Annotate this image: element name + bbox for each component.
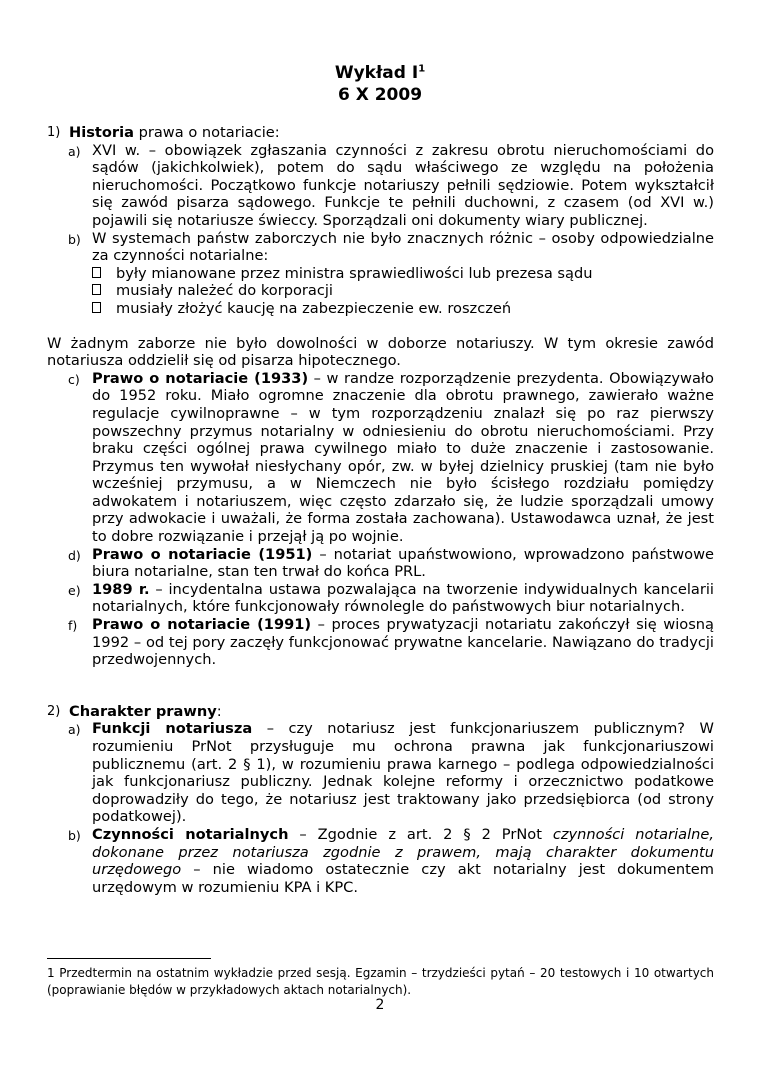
item-label: f) [68, 618, 78, 634]
legal-character-list [47, 720, 714, 896]
item-bold: Czynności notarialnych [92, 825, 289, 843]
section-heading-rest: : [216, 702, 222, 720]
footnote-text: Przedtermin na ostatnim wykładzie przed sesją. Egzamin – trzydzieści pytań – 20 testowych i 10 otwartych (poprawianie błędów w przykładowych aktach notarialnych). [47, 966, 714, 997]
title-text: Wykład I [334, 63, 419, 83]
item-italic-quote: czynności notarialne, dokonane przez notariusza zgodnie z prawem, mają charakter dokumentu urzędowego [92, 825, 714, 879]
footnote-divider [47, 958, 211, 959]
bullet-item [92, 282, 714, 300]
item-text: W systemach państw zaborczych nie było znacznych różnic – osoby odpowiedzialne za czynności notarialne: [92, 229, 714, 265]
item-label: c) [68, 371, 80, 387]
document-body [47, 124, 714, 896]
list-item [47, 546, 714, 581]
list-item [47, 720, 714, 826]
item-bold: Funkcji notariusza [92, 720, 253, 738]
bullet-list [92, 265, 714, 318]
lecture-date: 6 X 2009 [337, 85, 423, 105]
list-item [47, 230, 714, 318]
item-text: XVI w. – obowiązek zgłaszania czynności z zakresu obrotu nieruchomościami do sądów (jakichkolwiek), potem do sądu właściwego ze względu na położenia nieruchomości. Początkowo funkcje notariuszy pełnili sędziowie. Potem wykształcił się zawód pisarza sądowego. Funkcje te pełnili duchowni, z czasem (od XVI w.) pojawili się notariusze świeccy. Sporządzali oni dokumenty wiary publicznej. [92, 141, 714, 229]
item-bold: Prawo o notariacie (1991) [92, 616, 312, 634]
list-item [47, 616, 714, 669]
history-list-continued [47, 370, 714, 669]
bullet-text: musiały złożyć kaucję na zabezpieczenie ew. roszczeń [116, 299, 512, 317]
page-number: 2 [375, 997, 385, 1013]
list-item [47, 142, 714, 230]
section-heading: Charakter prawny [69, 702, 217, 720]
section-legal-character [47, 703, 714, 721]
section-number: 2) [47, 703, 61, 719]
bullet-box-icon [92, 284, 101, 295]
footnote-ref: 1 [418, 63, 426, 75]
item-label: a) [68, 143, 81, 159]
item-bold: 1989 r. [92, 580, 150, 598]
item-text: – incydentalna ustawa pozwalająca na tworzenie indywidualnych kancelarii notarialnych, które funkcjonowały równolegle do państwowych biur notarialnych. [92, 580, 714, 616]
bullet-box-icon [92, 302, 101, 313]
item-text: – w randze rozporządzenie prezydenta. Obowiązywało do 1952 roku. Miało ogromne znaczenie dla obrotu prawnego, zawierało ważne regulacje cywilnoprawne – w tym rozporządzeniu znalazł się po raz pierwszy powszechny przymus notarialny w odniesieniu do obrotu nieruchomościami. Przy braku części ogólnej prawa cywilnego miało to duże znaczenie i zastosowanie. Przymus ten wywołał niesłychany opór, zw. w byłej dzielnicy pruskiej (tam nie było wcześniej przymusu, a w Niemczech nie było ścisłego rozdziału pomiędzy adwokatem i notariuszem, więc często zdarzało się, że ludzie sporządzali umowy przy adwokacie i uważali, że forma została zachowana). Ustawodawca uznał, że jest to dobre rozwiązanie i przejął ją po wojnie. [92, 369, 714, 546]
footnote-mark: 1 [47, 966, 55, 980]
item-text: – proces prywatyzacji notariatu zakończył się wiosną 1992 – od tej pory zaczęły funkcjonować prywatne kancelarie. Nawiązano do tradycji przedwojennych. [92, 616, 714, 669]
item-text: – Zgodnie z art. 2 § 2 PrNot [288, 825, 553, 843]
item-label: b) [68, 827, 81, 843]
item-label: b) [68, 231, 81, 247]
item-bold: Prawo o notariacie (1951) [92, 545, 313, 563]
lecture-title [0, 62, 760, 84]
history-list [47, 142, 714, 318]
item-text: – czy notariusz jest funkcjonariuszem publicznym? W rozumieniu PrNot przysługuje mu ochrona prawna jak funkcjonariuszowi publicznemu (art. 2 § 1), w rozumieniu prawa karnego – podlega odpowiedzialności jak funkcjonariusz publiczny. Jednak kolejne reformy i orzecznictwo podatkowe doprowadziły do tego, że notariusz jest traktowany jako przedsiębiorca (od strony podatkowej). [92, 720, 714, 826]
section-heading: Historia [69, 124, 134, 141]
list-item [47, 370, 714, 546]
bullet-text: były mianowane przez ministra sprawiedliwości lub prezesa sądu [116, 264, 593, 282]
item-label: d) [68, 547, 81, 563]
item-label: a) [68, 722, 81, 738]
lecture-header [0, 62, 760, 106]
item-label: e) [68, 582, 81, 598]
section-history [47, 124, 714, 142]
bullet-text: musiały należeć do korporacji [116, 282, 333, 300]
bullet-box-icon [92, 267, 101, 278]
item-text: – notariat upaństwowiono, wprowadzono państwowe biura notarialne, stan ten trwał do końca PRL. [92, 545, 715, 581]
bullet-item [92, 265, 714, 283]
section-heading-rest: prawa o notariacie: [133, 124, 280, 141]
list-item [47, 581, 714, 616]
footnote [47, 965, 714, 999]
item-bold: Prawo o notariacie (1933) [92, 369, 309, 387]
section-number: 1) [47, 125, 61, 140]
item-text-end: – nie wiadomo ostatecznie czy akt notarialny jest dokumentem urzędowym w rozumieniu KPA i KPC. [92, 861, 714, 896]
bullet-item [92, 300, 714, 318]
interlude-paragraph: W żadnym zaborze nie było dowolności w doborze notariuszy. W tym okresie zawód notariusza oddzielił się od pisarza hipotecznego. [47, 334, 714, 370]
list-item [47, 826, 714, 896]
